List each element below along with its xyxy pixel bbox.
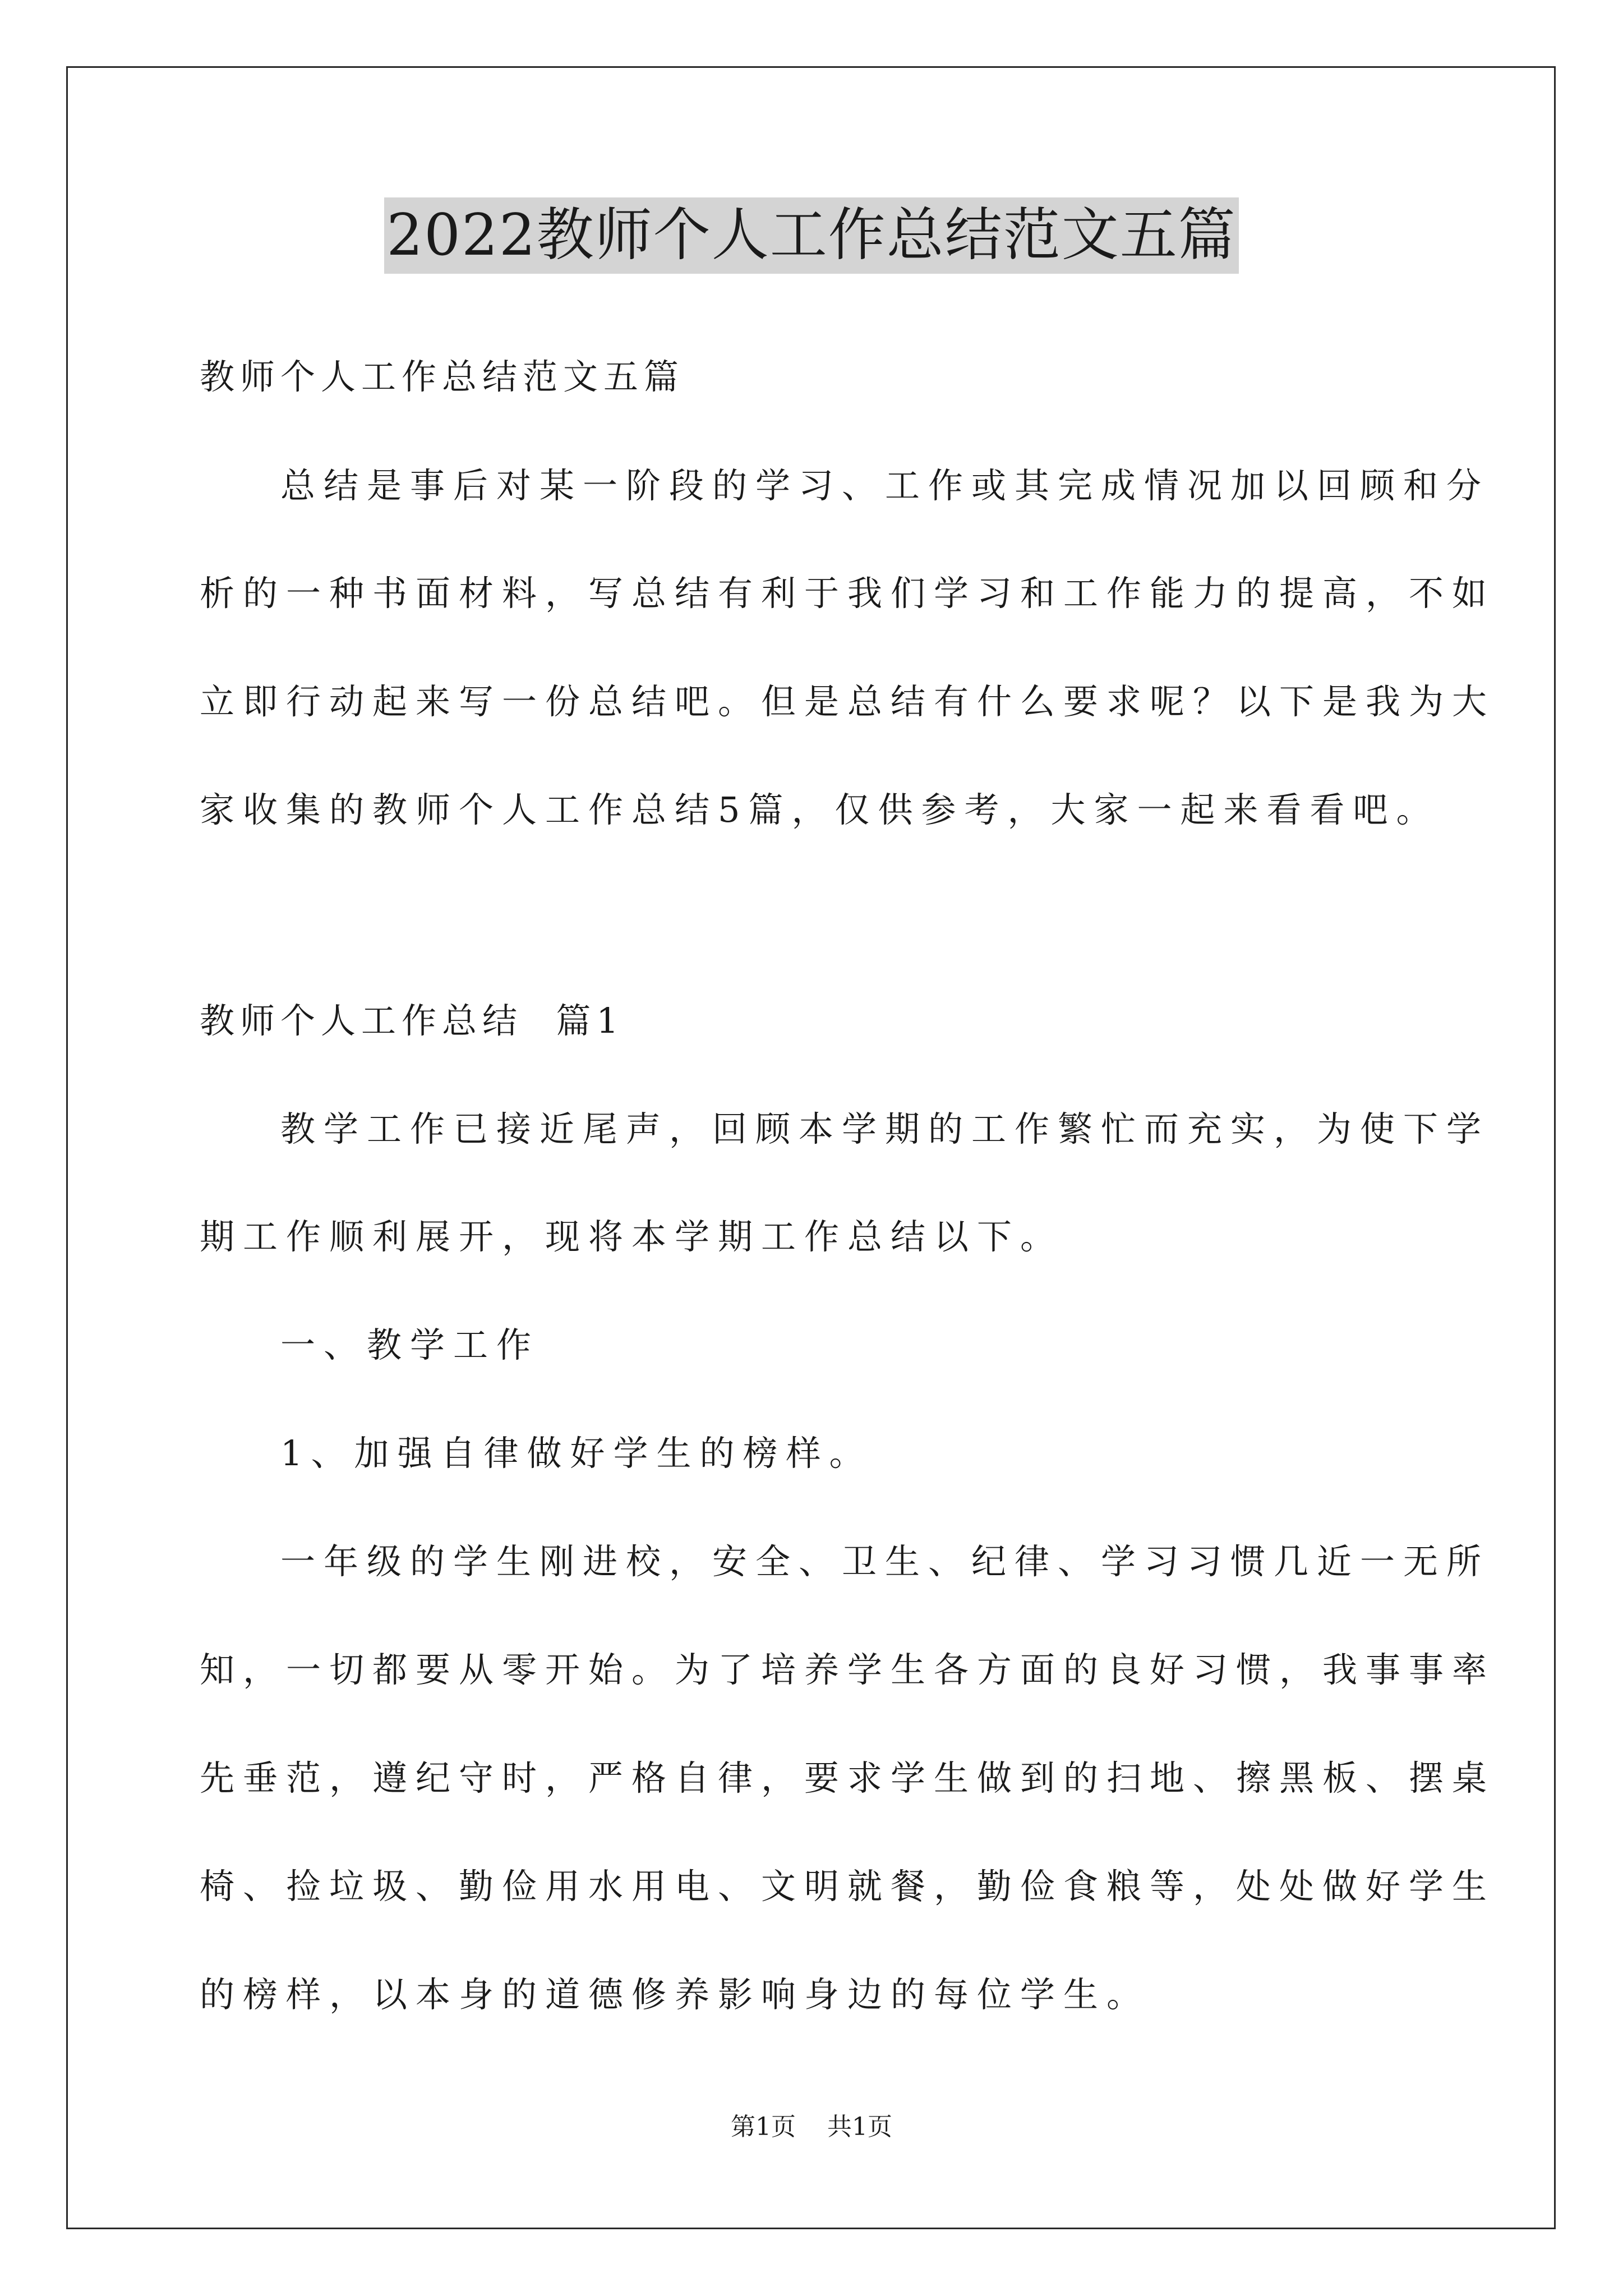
- paragraph-line: 总结是事后对某一阶段的学习、工作或其完成情况加以回顾和分: [280, 465, 1490, 506]
- list-heading: 一、教学工作: [280, 1324, 540, 1365]
- paragraph-line: 析的一种书面材料，写总结有利于我们学习和工作能力的提高，不如: [200, 573, 1496, 614]
- page-total: 共1页: [827, 2113, 892, 2141]
- paragraph-line: 期工作顺利展开，现将本学期工作总结以下。: [200, 1216, 1064, 1257]
- section-heading: 教师个人工作总结 篇1: [200, 1000, 624, 1041]
- document-subtitle: 教师个人工作总结范文五篇: [200, 356, 685, 397]
- page-number: 第1页: [731, 2113, 796, 2141]
- paragraph-line: 知，一切都要从零开始。为了培养学生各方面的良好习惯，我事事率: [200, 1649, 1496, 1690]
- paragraph-line: 椅、捡垃圾、勤俭用水用电、文明就餐，勤俭食粮等，处处做好学生: [200, 1866, 1496, 1907]
- page-footer: [0, 2110, 1623, 2144]
- paragraph-line: 的榜样，以本身的道德修养影响身边的每位学生。: [200, 1974, 1150, 2015]
- paragraph-line: 教学工作已接近尾声，回顾本学期的工作繁忙而充实，为使下学: [280, 1108, 1490, 1149]
- paragraph-line: 家收集的教师个人工作总结5篇，仅供参考，大家一起来看看吧。: [200, 789, 1440, 830]
- paragraph-line: 立即行动起来写一份总结吧。但是总结有什么要求呢？以下是我为大: [200, 681, 1496, 722]
- title-container: [0, 197, 1623, 274]
- list-item: 1、加强自律做好学生的榜样。: [280, 1433, 873, 1474]
- paragraph-line: 一年级的学生刚进校，安全、卫生、纪律、学习习惯几近一无所: [280, 1541, 1490, 1582]
- paragraph-line: 先垂范，遵纪守时，严格自律，要求学生做到的扫地、擦黑板、摆桌: [200, 1757, 1496, 1798]
- document-title: 2022教师个人工作总结范文五篇: [384, 197, 1239, 274]
